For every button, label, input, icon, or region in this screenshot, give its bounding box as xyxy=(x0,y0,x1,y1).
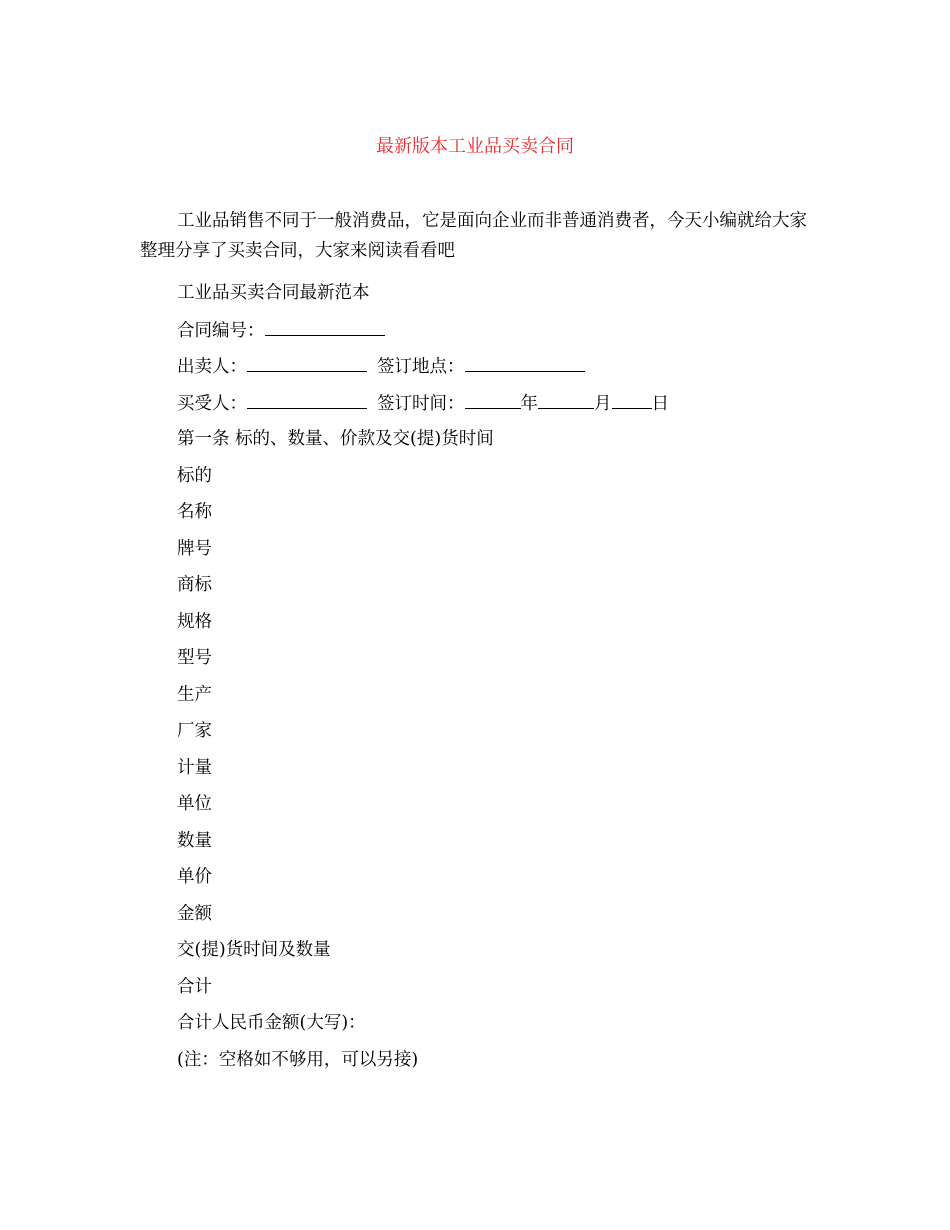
year-label: 年 xyxy=(520,393,538,414)
item-line: (注：空格如不够用，可以另接) xyxy=(177,1049,419,1070)
document-title: 最新版本工业品买卖合同 xyxy=(376,136,574,157)
month-label: 月 xyxy=(594,393,612,414)
item-line: 生产 xyxy=(177,684,212,705)
seller-blank xyxy=(247,353,367,372)
item-line: 数量 xyxy=(177,830,212,851)
contract-heading: 工业品买卖合同最新范本 xyxy=(177,283,370,303)
buyer-row xyxy=(177,390,817,427)
item-line: 金额 xyxy=(177,903,212,924)
contract-number-label: 合同编号： xyxy=(177,320,265,341)
year-blank xyxy=(465,390,521,409)
item-line: 牌号 xyxy=(177,538,212,559)
item-line: 商标 xyxy=(177,575,212,595)
item-line: 型号 xyxy=(177,648,212,668)
contract-number-blank xyxy=(265,317,385,336)
article-one-heading: 第一条 标的、数量、价款及交(提)货时间 xyxy=(177,429,494,449)
sign-place-label: 签订地点： xyxy=(377,357,465,377)
sign-place-blank xyxy=(465,353,585,372)
item-line: 单价 xyxy=(177,867,212,887)
contract-number-row xyxy=(177,317,817,354)
item-line: 合计人民币金额(大写)： xyxy=(177,1013,366,1033)
item-line: 规格 xyxy=(177,611,212,632)
item-line: 单位 xyxy=(177,794,212,814)
item-line: 合计 xyxy=(177,976,212,997)
item-line: 厂家 xyxy=(177,721,212,741)
buyer-label: 买受人： xyxy=(177,393,247,414)
seller-label: 出卖人： xyxy=(177,357,247,377)
month-blank xyxy=(538,390,594,409)
day-label: 日 xyxy=(651,393,669,414)
day-blank xyxy=(612,390,652,409)
contract-body xyxy=(177,280,817,1083)
item-line: 交(提)货时间及数量 xyxy=(177,940,331,960)
item-line: 计量 xyxy=(177,757,212,778)
seller-row xyxy=(177,353,817,390)
item-line: 名称 xyxy=(177,502,212,522)
item-line: 标的 xyxy=(177,465,212,486)
sign-time-label: 签订时间： xyxy=(377,393,465,414)
buyer-blank xyxy=(247,390,367,409)
intro-paragraph: 工业品销售不同于一般消费品，它是面向企业而非普通消费者，今天小编就给大家整理分享了买卖合同，大家来阅读看看吧 xyxy=(140,211,807,261)
